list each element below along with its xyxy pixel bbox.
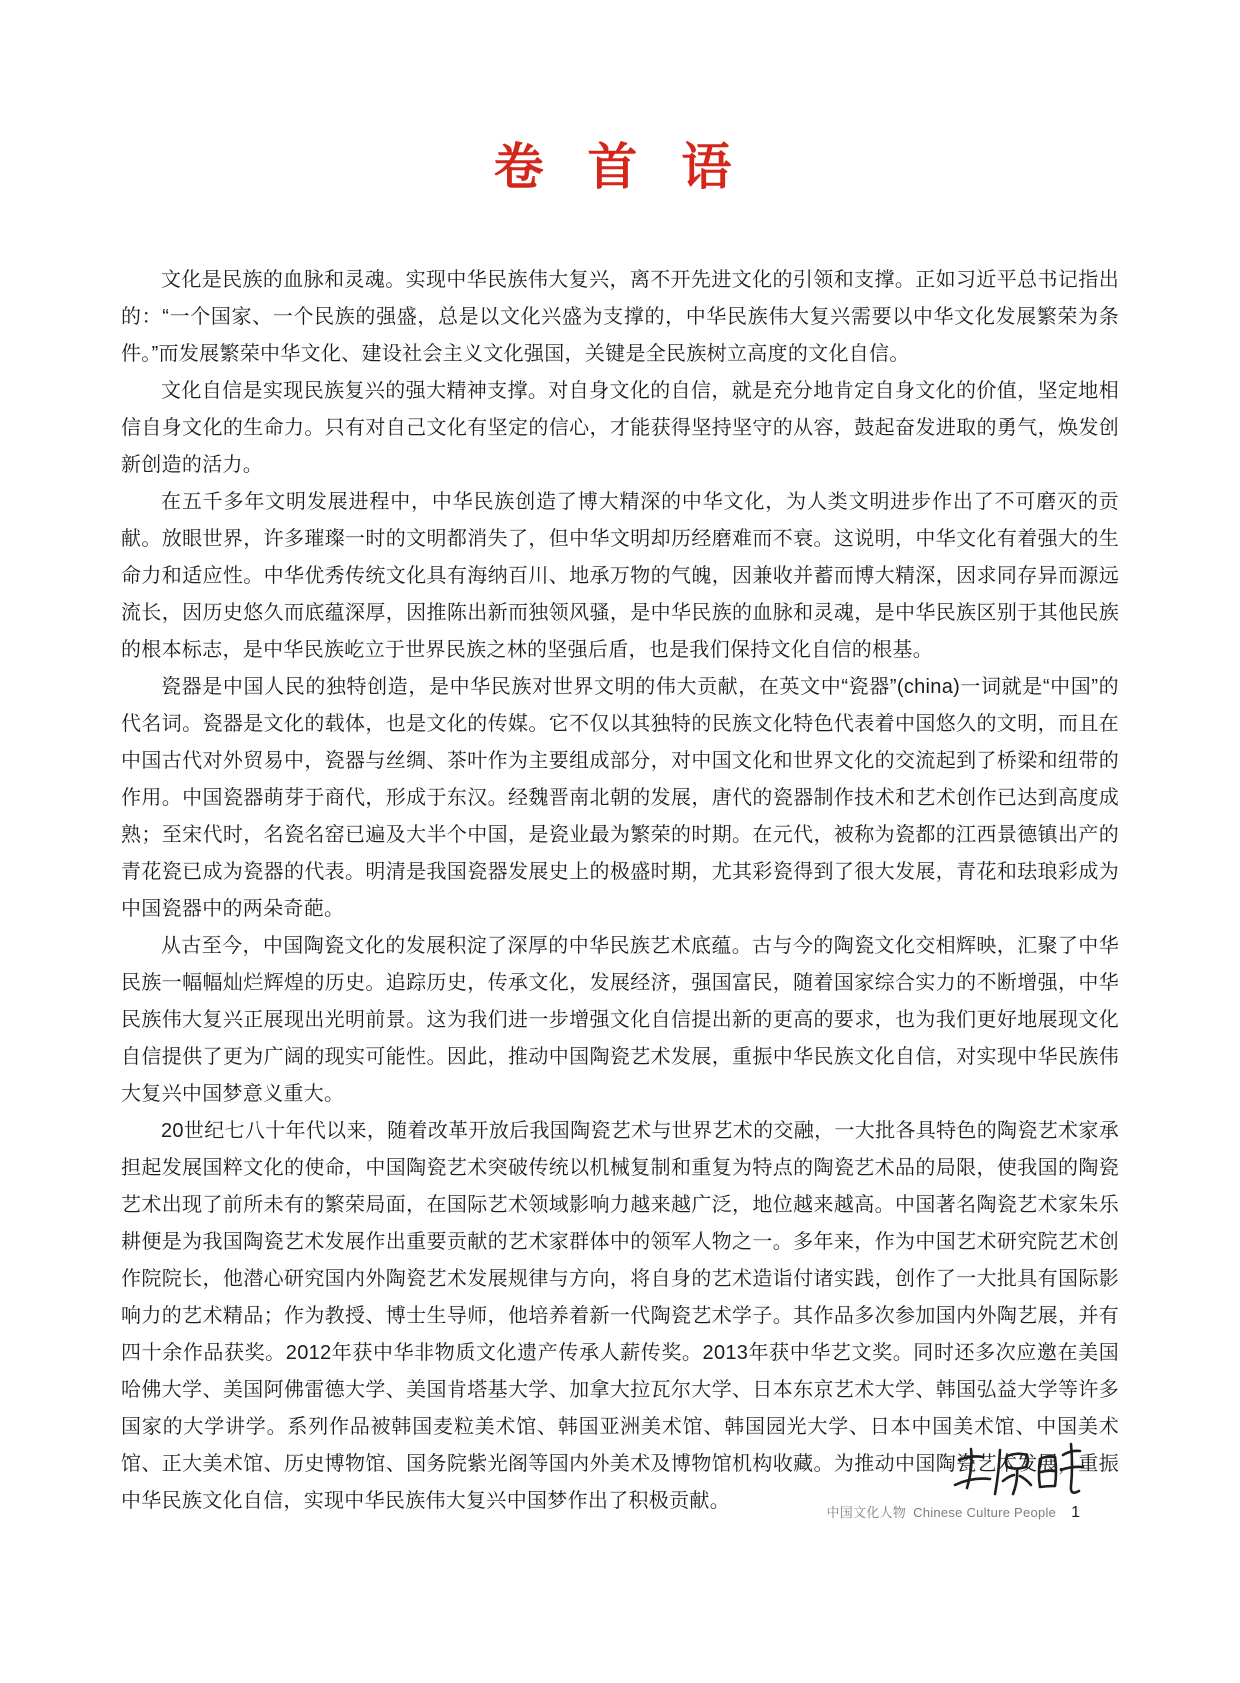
paragraph: 20世纪七八十年代以来，随着改革开放后我国陶瓷艺术与世界艺术的交融，一大批各具特色的陶瓷艺术家承担起发展国粹文化的使命，中国陶瓷艺术突破传统以机械复制和重复为特点的陶瓷艺术品的局限，使我国的陶瓷艺术出现了前所未有的繁荣局面，在国际艺术领域影响力越来越广泛，地位越来越高。中国著名陶瓷艺术家朱乐耕便是为我国陶瓷艺术发展作出重要贡献的艺术家群体中的领军人物之一。多年来，作为中国艺术研究院艺术创作院院长，他潜心研究国内外陶瓷艺术发展规律与方向，将自身的艺术造诣付诸实践，创作了一大批具有国际影响力的艺术精品；作为教授、博士生导师，他培养着新一代陶瓷艺术学子。其作品多次参加国内外陶艺展，并有四十余作品获奖。2012年获中华非物质文化遗产传承人薪传奖。2013年获中华艺文奖。同时还多次应邀在美国哈佛大学、美国阿佛雷德大学、美国肯塔基大学、加拿大拉瓦尔大学、日本东京艺术大学、韩国弘益大学等许多国家的大学讲学。系列作品被韩国麦粒美术馆、韩国亚洲美术馆、韩国园光大学、日本中国美术馆、中国美术馆、正大美术馆、历史博物馆、国务院紫光阁等国内外美术及博物馆机构收藏。为推动中国陶瓷艺术发展，重振中华民族文化自信，实现中华民族伟大复兴中国梦作出了积极贡献。 (121, 1120, 1119, 1512)
journal-name-en: Chinese Culture People (913, 1505, 1057, 1520)
foreword-body (121, 262, 1119, 1520)
paragraph: 在五千多年文明发展进程中，中华民族创造了博大精深的中华文化，为人类文明进步作出了不可磨灭的贡献。放眼世界，许多璀璨一时的文明都消失了，但中华文明却历经磨难而不衰。这说明，中华文化有着强大的生命力和适应性。中华优秀传统文化具有海纳百川、地承万物的气魄，因兼收并蓄而博大精深，因求同存异而源远流长，因历史悠久而底蕴深厚，因推陈出新而独领风骚，是中华民族的血脉和灵魂，是中华民族区别于其他民族的根本标志，是中华民族屹立于世界民族之林的坚强后盾，也是我们保持文化自信的根基。 (121, 491, 1119, 661)
page-title: 卷 首 语 (493, 139, 747, 195)
journal-name-cn: 中国文化人物 (826, 1505, 907, 1520)
paragraph: 文化是民族的血脉和灵魂。实现中华民族伟大复兴，离不开先进文化的引领和支撑。正如习近平总书记指出的：“一个国家、一个民族的强盛，总是以文化兴盛为支撑的，中华民族伟大复兴需要以中华文化发展繁荣为条件。”而发展繁荣中华文化、建设社会主义文化强国，关键是全民族树立高度的文化自信。 (121, 269, 1119, 365)
page-footer (827, 1502, 1081, 1522)
paragraph: 瓷器是中国人民的独特创造，是中华民族对世界文明的伟大贡献，在英文中“瓷器”(china)一词就是“中国”的代名词。瓷器是文化的载体，也是文化的传媒。它不仅以其独特的民族文化特色代表着中国悠久的文明，而且在中国古代对外贸易中，瓷器与丝绸、茶叶作为主要组成部分，对中国文化和世界文化的交流起到了桥梁和纽带的作用。中国瓷器萌芽于商代，形成于东汉。经魏晋南北朝的发展，唐代的瓷器制作技术和艺术创作已达到高度成熟；至宋代时，名瓷名窑已遍及大半个中国，是瓷业最为繁荣的时期。在元代，被称为瓷都的江西景德镇出产的青花瓷已成为瓷器的代表。明清是我国瓷器发展史上的极盛时期，尤其彩瓷得到了很大发展，青花和珐琅彩成为中国瓷器中的两朵奇葩。 (121, 676, 1119, 920)
page-number: 1 (1071, 1504, 1080, 1521)
paragraph: 从古至今，中国陶瓷文化的发展积淀了深厚的中华民族艺术底蕴。古与今的陶瓷文化交相辉映，汇聚了中华民族一幅幅灿烂辉煌的历史。追踪历史，传承文化，发展经济，强国富民，随着国家综合实力的不断增强，中华民族伟大复兴正展现出光明前景。这为我们进一步增强文化自信提出新的更高的要求，也为我们更好地展现文化自信提供了更为广阔的现实可能性。因此，推动中国陶瓷艺术发展，重振中华民族文化自信，对实现中华民族伟大复兴中国梦意义重大。 (121, 935, 1119, 1105)
paragraph: 文化自信是实现民族复兴的强大精神支撑。对自身文化的自信，就是充分地肯定自身文化的价值，坚定地相信自身文化的生命力。只有对自己文化有坚定的信心，才能获得坚持坚守的从容，鼓起奋发进取的勇气，焕发创新创造的活力。 (121, 380, 1119, 476)
